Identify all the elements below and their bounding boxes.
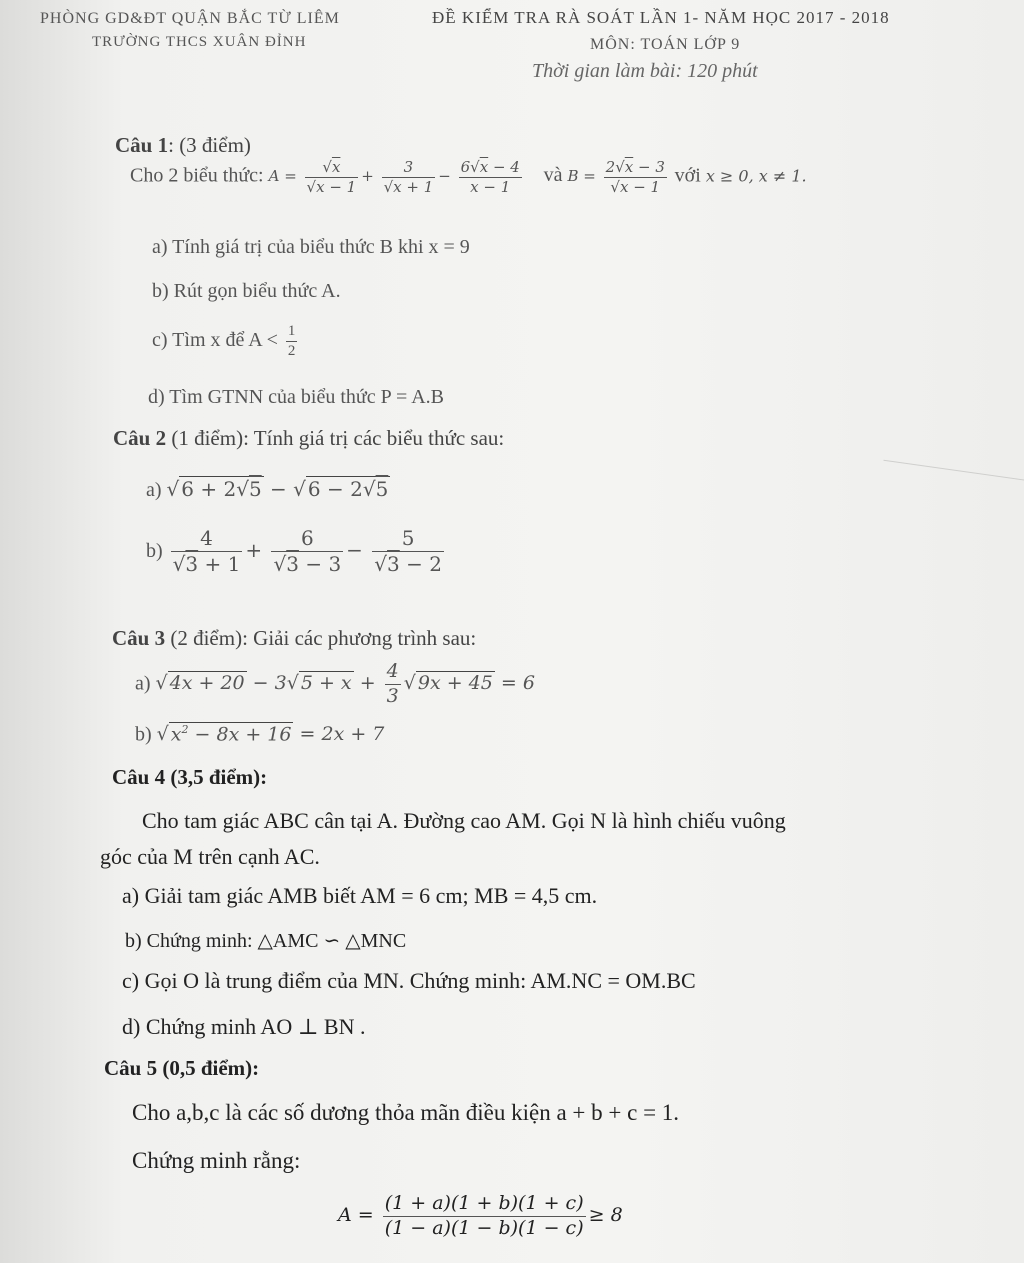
q2-rest: (1 điểm): Tính giá trị các biểu thức sau: xyxy=(171,426,505,450)
q5-inequality xyxy=(338,1192,623,1241)
q3-b-label: b) xyxy=(135,723,152,746)
q4-part-d: d) Chứng minh AO ⊥ BN . xyxy=(122,1014,366,1039)
q1-condition: x ≥ 0, x ≠ 1. xyxy=(705,166,807,186)
q3-part-b xyxy=(135,722,384,746)
q5-rest: (0,5 điểm): xyxy=(162,1056,260,1080)
q1-expressions xyxy=(130,158,807,197)
q2-heading xyxy=(113,426,504,451)
paper-fold xyxy=(878,460,1024,521)
exam-title: ĐỀ KIỂM TRA RÀ SOÁT LẦN 1- NĂM HỌC 2017 - 2018 xyxy=(432,8,890,27)
q1-part-b: b) Rút gọn biểu thức A. xyxy=(152,280,341,302)
subject: MÔN: TOÁN LỚP 9 xyxy=(590,36,741,53)
q4-intro-2: góc của M trên cạnh AC. xyxy=(100,844,320,869)
q4-part-c: c) Gọi O là trung điểm của MN. Chứng minh: AM.NC = OM.BC xyxy=(122,968,696,993)
q4-title: Câu 4 xyxy=(112,765,166,789)
q5-formula: A = $\frac{(1 + a)(1 + b)(1 + c)}{(1 - a)(1 - b)(1 - c)}$ ≥ 8 xyxy=(338,1192,623,1239)
q2-b-expr: $\frac{4}{√3 + 1}$ + $\frac{6}{√3 - 3}$ − $\frac{5}{√3 - 2}$ xyxy=(172,526,442,576)
q3-a-expr: √ 4x + 20 − 3√ 5 + x + $\frac{4}{3}$ √ 9x + 45 = 6 xyxy=(155,660,535,707)
q4-part-b: b) Chứng minh: △AMC ∽ △MNC xyxy=(125,930,407,952)
q4-heading xyxy=(112,765,267,790)
q2-title: Câu 2 xyxy=(113,426,167,450)
expr-A: A = $\frac{√x}{√x - 1}$ + $\frac{3}{√x + 1}$ − $\frac{6√x - 4}{x - 1}$ xyxy=(268,158,520,196)
q1-part-c xyxy=(152,322,300,361)
q5-heading xyxy=(104,1056,259,1081)
expr-B: B = $\frac{2√x - 3}{√x - 1}$ xyxy=(567,158,665,196)
q3-heading xyxy=(112,626,476,651)
q1-title: Câu 1 xyxy=(115,133,169,157)
q3-b-expr: √ $x^2 - 8x + 16 = 2x + 7$ xyxy=(156,723,385,746)
q2-b-label: b) xyxy=(146,540,163,562)
q1-cond-word: với xyxy=(674,164,701,187)
q3-a-label: a) xyxy=(135,672,151,695)
q3-part-a xyxy=(135,660,535,709)
q2-part-b xyxy=(146,526,447,577)
q1-part-d: d) Tìm GTNN của biểu thức P = A.B xyxy=(148,386,444,408)
one-half: $\frac{1}{2}$ xyxy=(287,323,296,359)
q2-a-expr: √ 6 + 2√5 − √ 6 − 2√5 xyxy=(166,477,389,501)
q2-part-a xyxy=(146,476,390,502)
q3-title: Câu 3 xyxy=(112,626,166,650)
q1-points: : (3 điểm) xyxy=(168,133,251,157)
q1-part-c-text: c) Tìm x để A < xyxy=(152,328,278,351)
q3-rest: (2 điểm): Giải các phương trình sau: xyxy=(170,626,477,650)
q2-a-label: a) xyxy=(146,479,162,501)
q5-line-1: Cho a,b,c là các số dương thỏa mãn điều kiện a + b + c = 1. xyxy=(132,1100,680,1125)
q1-intro: Cho 2 biểu thức: xyxy=(130,164,264,187)
q1-part-a: a) Tính giá trị của biểu thức B khi x = 9 xyxy=(152,236,470,258)
q4-part-a: a) Giải tam giác AMB biết AM = 6 cm; MB = 4,5 cm. xyxy=(122,883,598,908)
school-name: TRƯỜNG THCS XUÂN ĐỈNH xyxy=(92,34,307,50)
department-name: PHÒNG GD&ĐT QUẬN BẮC TỪ LIÊM xyxy=(40,10,340,27)
q5-line-2: Chứng minh rằng: xyxy=(132,1148,301,1173)
q4-rest: (3,5 điểm): xyxy=(170,765,268,789)
q1-heading xyxy=(115,133,251,158)
q1-and: và xyxy=(543,164,563,187)
time-limit: Thời gian làm bài: 120 phút xyxy=(532,60,758,82)
q5-title: Câu 5 xyxy=(104,1056,158,1080)
q4-intro-1: Cho tam giác ABC cân tại A. Đường cao AM. Gọi N là hình chiếu vuông xyxy=(142,808,786,833)
